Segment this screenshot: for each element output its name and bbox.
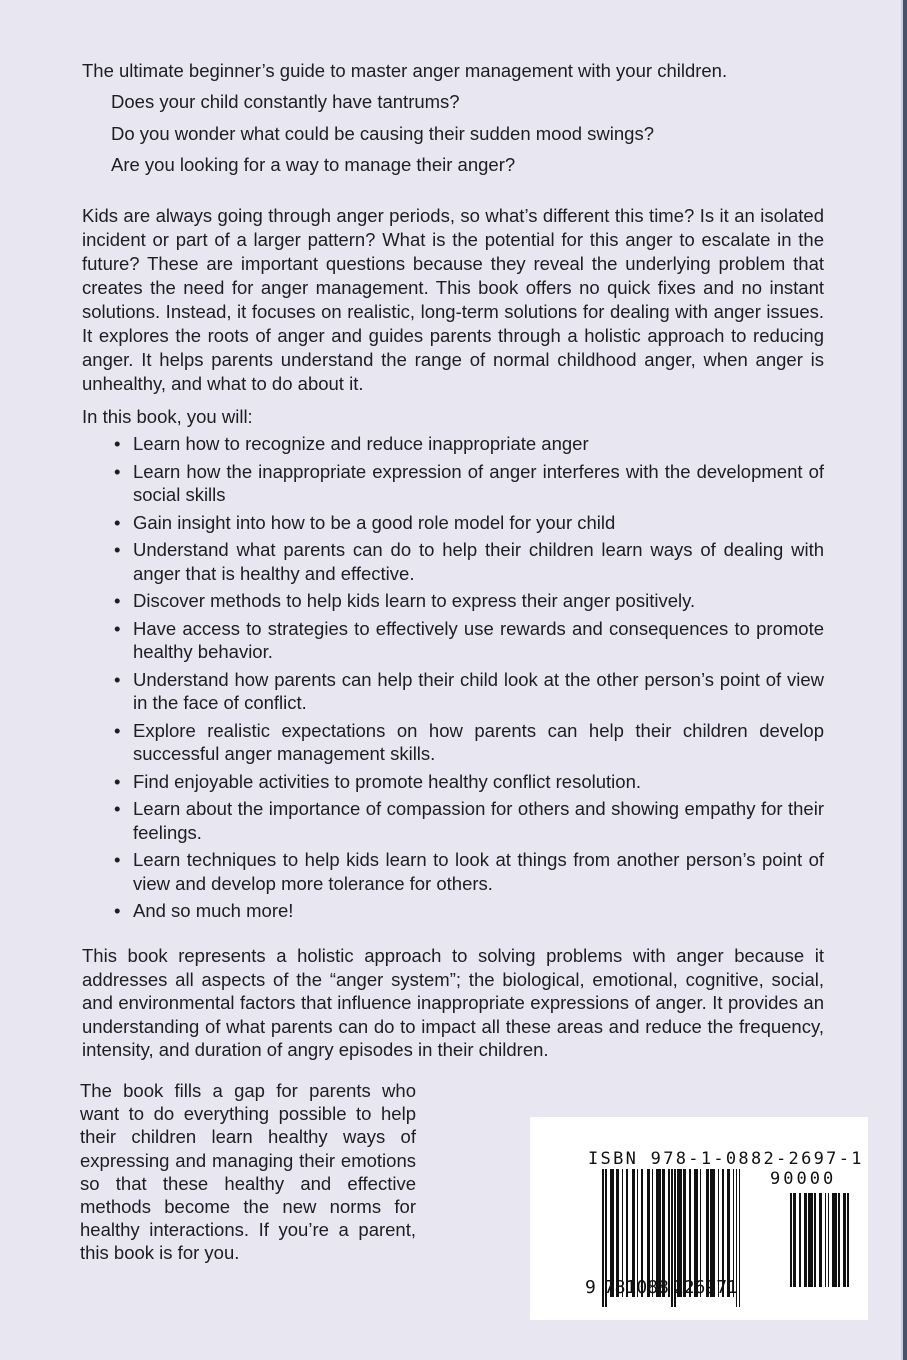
isbn-barcode-box [530,1117,868,1320]
intro-question: Does your child constantly have tantrums? [111,91,460,112]
benefit-item: • Learn how to recognize and reduce inappropriate anger [114,433,589,454]
bullet-icon: • [114,460,121,482]
intro-questions [111,90,654,185]
bullet-icon: • [114,617,121,639]
intro-tagline: The ultimate beginner’s guide to master anger management with your children. [82,60,728,81]
benefit-item: • And so much more! [114,900,294,921]
benefit-item: • Gain insight into how to be a good role model for your child [114,511,616,533]
bullet-icon: • [114,511,121,533]
price-code-label: 90000 [770,1169,837,1189]
intro-question: Are you looking for a way to manage their anger? [111,154,516,175]
benefits-lead-in: In this book, you will: [82,406,253,427]
bullet-icon: • [114,798,121,819]
description-paragraph-2: This book represents a holistic approach to solving problems with anger because it addresses all aspects of the “anger system”; the biological, emotional, cognitive, social, and environmental factors that influence inappropriate expressions of anger. It provides an understanding of what parents can do to impact all these areas and reduce the frequency, intensity, and duration of angry episodes in their children. [82,945,824,1061]
bullet-icon: • [114,770,121,792]
description-paragraph-3: The book fills a gap for parents who want to do everything possible to help their children learn healthy ways of expressing and managing their emotions so that these healthy and effective methods become the new norms for healthy interactions. If you’re a parent, this book is for you. [80,1080,416,1264]
ean-number: 9 781088 226971 [585,1277,738,1298]
bullet-icon: • [114,539,121,560]
benefit-item: • Understand what parents can do to help their children learn ways of dealing with anger that is healthy and effective. [114,539,824,584]
bullet-icon: • [114,719,121,741]
bullet-icon: • [114,900,121,921]
benefit-item: • Find enjoyable activities to promote healthy conflict resolution. [114,770,641,792]
benefits-list [82,432,824,927]
benefit-item: • Discover methods to help kids learn to express their anger positively. [114,590,696,611]
description-paragraph-1: Kids are always going through anger periods, so what’s different this time? Is it an isolated incident or part of a larger pattern? What is the potential for this anger to escalate in the future? These are important questions because they reveal the underlying problem that creates the need for anger management. This book offers no quick fixes and no instant solutions. Instead, it focuses on realistic, long-term solutions for dealing with anger issues. It explores the roots of anger and guides parents through a holistic approach to reducing anger. It helps parents understand the range of normal childhood anger, when anger is unhealthy, and what to do about it. [82,205,824,394]
benefit-item: • Learn techniques to help kids learn to look at things from another person’s point of view and develop more tolerance for others. [114,849,824,894]
bullet-icon: • [114,433,121,454]
intro-question: Do you wonder what could be causing their sudden mood swings? [111,122,654,144]
benefit-item: • Learn about the importance of compassion for others and showing empathy for their feelings. [114,798,824,843]
isbn-label: ISBN 978-1-0882-2697-1 [588,1149,864,1169]
benefit-item: • Understand how parents can help their child look at the other person’s point of view in the face of conflict. [114,668,824,713]
benefit-item: • Have access to strategies to effectively use rewards and consequences to promote healthy behavior. [114,617,824,662]
bullet-icon: • [114,849,121,870]
bullet-icon: • [114,668,121,690]
benefit-item: • Learn how the inappropriate expression of anger interferes with the development of social skills [114,460,824,505]
bullet-icon: • [114,590,121,611]
benefit-item: • Explore realistic expectations on how parents can help their children develop successful anger management skills. [114,719,824,764]
spine-edge [901,0,907,1360]
price-addon-barcode-icon [790,1193,849,1287]
